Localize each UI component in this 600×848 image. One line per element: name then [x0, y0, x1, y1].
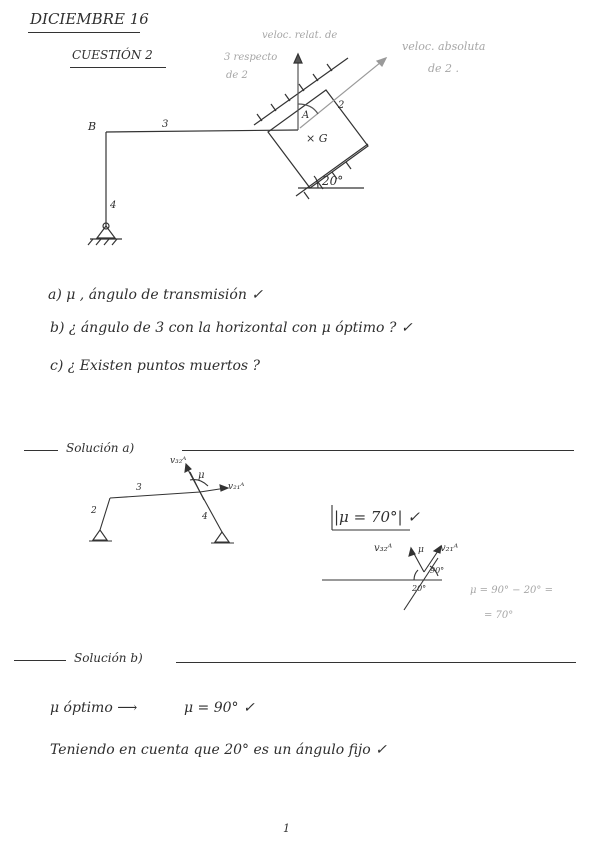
vector-v21-label: v₂₁ᴬ	[440, 543, 459, 554]
sol-a-label-mu: μ	[198, 470, 205, 481]
label-angle-20: 20°	[322, 174, 344, 188]
solution-b-rule-right	[176, 662, 576, 663]
angle-20-label: 20°	[412, 584, 427, 593]
fixed-angle-statement: Teniendo en cuenta que 20° es un ángulo fijo ✓	[50, 742, 387, 758]
vector-v32-label: v₃₂ᴬ	[374, 543, 393, 554]
relative-velocity-note-1: veloc. relat. de	[262, 30, 338, 41]
question-c: c) ¿ Existen puntos muertos ?	[50, 358, 261, 374]
faint-calculation-2: = 70°	[484, 610, 514, 621]
label-link-4: 4	[110, 200, 117, 211]
label-G: × G	[306, 132, 328, 145]
solution-a-result: |μ = 70°| ✓	[334, 508, 420, 526]
angle-90-label: 90°	[430, 566, 445, 575]
absolute-velocity-note-1: veloc. absoluta	[402, 40, 486, 53]
label-link-3: 3	[162, 119, 169, 130]
optimal-mu-right: μ = 90° ✓	[184, 700, 255, 716]
sol-a-label-v21: v₂₁ᴬ	[228, 482, 245, 492]
sol-a-label-3: 3	[136, 483, 142, 493]
solution-b-header: Solución b)	[74, 651, 143, 665]
label-A: A	[302, 110, 310, 121]
sol-a-label-4: 4	[202, 512, 208, 522]
sol-a-label-v32: v₃₂ᴬ	[170, 456, 187, 466]
optimal-mu-left: μ óptimo ⟶	[50, 700, 138, 716]
vector-mu-label: μ	[418, 545, 424, 555]
sol-a-label-2: 2	[91, 506, 97, 516]
faint-calculation-1: μ = 90° − 20° =	[470, 585, 553, 596]
solution-b-rule-left	[14, 660, 66, 661]
question-b: b) ¿ ángulo de 3 con la horizontal con μ óptimo ? ✓	[50, 320, 413, 336]
question-heading: CUESTIÓN 2	[72, 48, 153, 62]
date-heading: DICIEMBRE 16	[30, 10, 149, 28]
question-a: a) μ , ángulo de transmisión ✓	[48, 287, 264, 303]
label-link-2: 2	[338, 100, 345, 111]
page-number: 1	[283, 822, 290, 835]
label-B: B	[88, 120, 97, 133]
relative-velocity-note-2: 3 respecto	[224, 52, 278, 63]
relative-velocity-note-3: de 2	[226, 70, 248, 81]
absolute-velocity-note-2: de 2 .	[428, 62, 460, 75]
solution-a-header: Solución a)	[66, 441, 135, 455]
